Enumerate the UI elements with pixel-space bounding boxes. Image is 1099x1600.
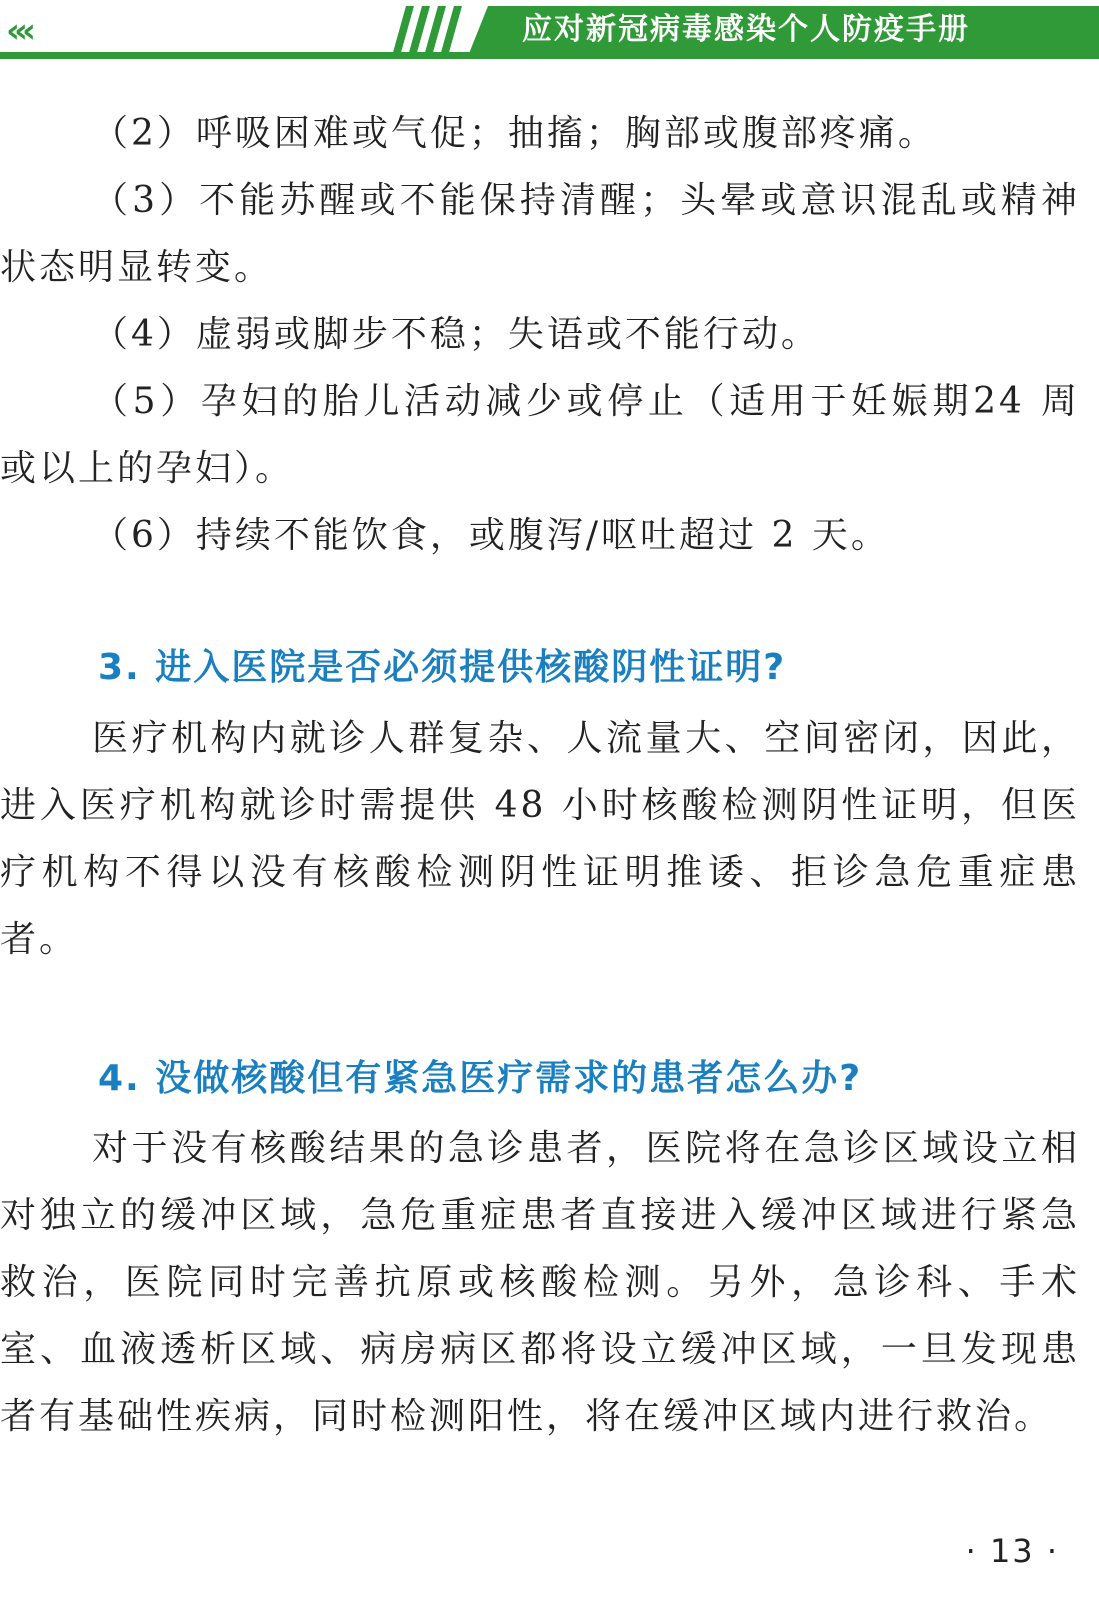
page-number: · 13 · [965, 1532, 1059, 1570]
header-stripes [392, 6, 472, 56]
list-item: （4）虚弱或脚步不稳；失语或不能行动。 [92, 314, 820, 355]
header-rule [0, 52, 1099, 59]
page-header [0, 0, 1099, 62]
list-item: （5）孕妇的胎儿活动减少或停止（适用于妊娠期24 周或以上的孕妇）。 [0, 381, 1080, 489]
page-header-title: 应对新冠病毒感染个人防疫手册 [522, 12, 970, 47]
section-body: 医疗机构内就诊人群复杂、人流量大、空间密闭，因此，进入医疗机构就诊时需提供 48 小时核酸检测阴性证明，但医疗机构不得以没有核酸检测阴性证明推诿、拒诊急危重症患者。 [0, 718, 1080, 960]
list-item: （6）持续不能饮食，或腹泻/呕吐超过 2 天。 [92, 515, 890, 556]
section-heading: 4. 没做核酸但有紧急医疗需求的患者怎么办? [98, 1058, 863, 1099]
list-item: （2）呼吸困难或气促；抽搐；胸部或腹部疼痛。 [92, 113, 937, 154]
chevron-left-icon: ‹‹‹ [6, 11, 31, 51]
section-heading: 3. 进入医院是否必须提供核酸阴性证明? [98, 647, 787, 688]
list-item: （3）不能苏醒或不能保持清醒；头晕或意识混乱或精神状态明显转变。 [0, 180, 1080, 288]
section-body: 对于没有核酸结果的急诊患者，医院将在急诊区域设立相对独立的缓冲区域，急危重症患者直接进入缓冲区域进行紧急救治，医院同时完善抗原或核酸检测。另外，急诊科、手术室、血液透析区域、病房病区都将设立缓冲区域，一旦发现患者有基础性疾病，同时检测阳性，将在缓冲区域内进行救治。 [0, 1128, 1080, 1437]
